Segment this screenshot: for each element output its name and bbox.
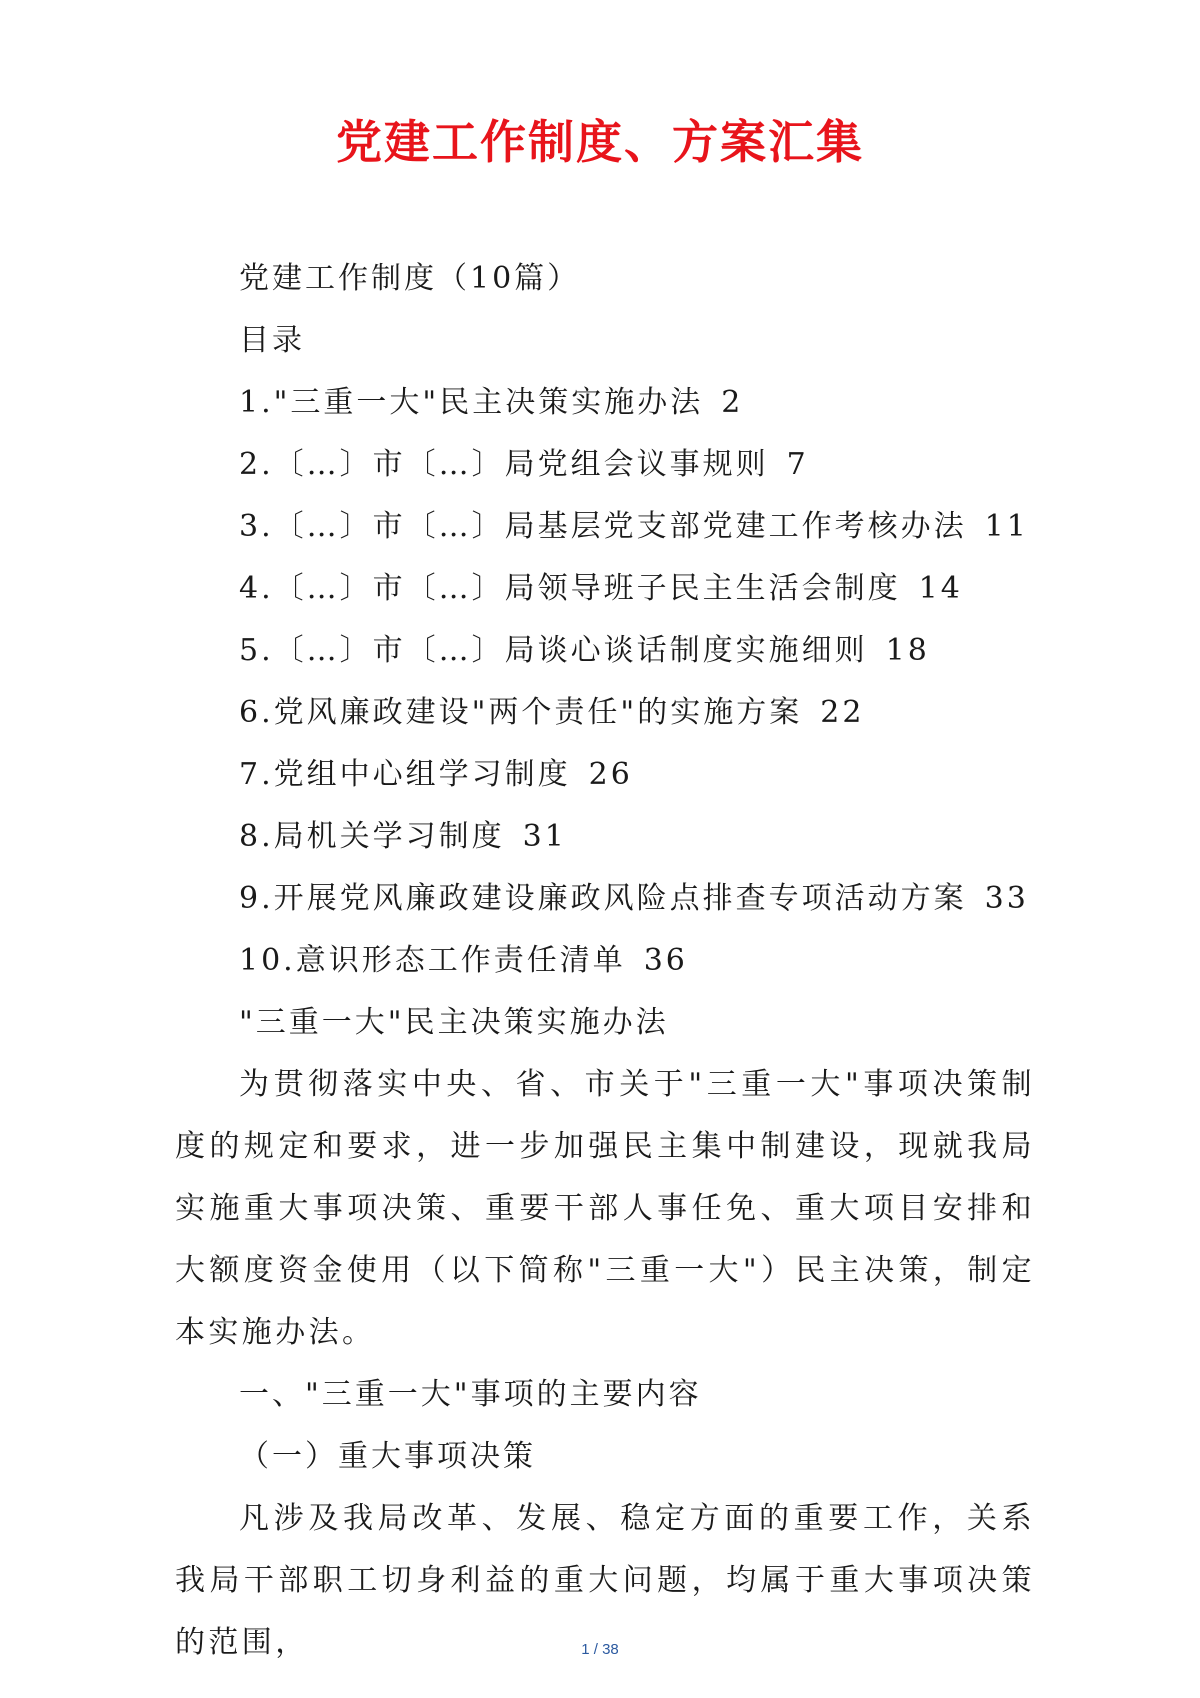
toc-item [175,372,1035,434]
toc-item [175,496,1035,558]
heading-level-1: 一、"三重一大"事项的主要内容 [239,1377,702,1412]
toc-item-page: 26 [588,757,633,792]
toc-item-text: 9.开展党风廉政建设廉政风险点排查专项活动方案 [239,881,967,916]
toc-item [175,682,1035,744]
toc-item-page: 2 [721,385,744,420]
body-paragraph: 凡涉及我局改革、发展、稳定方面的重要工作，关系我局干部职工切身利益的重大问题，均属于重大事项决策的范围， [175,1501,1035,1660]
toc-item-text: 2.〔…〕市〔…〕局党组会议事规则 [239,447,769,482]
toc-item-text: 6.党风廉政建设"两个责任"的实施方案 [239,695,803,730]
intro-paragraph: 为贯彻落实中央、省、市关于"三重一大"事项决策制度的规定和要求，进一步加强民主集中制建设，现就我局实施重大事项决策、重要干部人事任免、重大项目安排和大额度资金使用（以下简称"三重一大"）民主决策，制定本实施办法。 [175,1067,1035,1350]
document-body [175,248,1035,1674]
toc-heading: 目录 [239,323,305,358]
toc-item-page: 7 [786,447,809,482]
toc-item-page: 36 [643,943,688,978]
toc-item-page: 22 [820,695,865,730]
toc-item-page: 33 [984,881,1029,916]
toc-item [175,930,1035,992]
toc-item-text: 10.意识形态工作责任清单 [239,943,626,978]
toc-item [175,744,1035,806]
toc-item-page: 31 [522,819,567,854]
subtitle: 党建工作制度（10篇） [239,261,581,296]
section-title: "三重一大"民主决策实施办法 [239,1005,669,1040]
toc-item [175,868,1035,930]
toc-item-page: 18 [885,633,930,668]
toc-item-text: 3.〔…〕市〔…〕局基层党支部党建工作考核办法 [239,509,967,544]
toc-item-text: 5.〔…〕市〔…〕局谈心谈话制度实施细则 [239,633,868,668]
document-title: 党建工作制度、方案汇集 [336,115,864,169]
toc-item [175,620,1035,682]
toc-item-page: 14 [918,571,963,606]
toc-item-text: 7.党组中心组学习制度 [239,757,571,792]
toc-item [175,558,1035,620]
page-number: 1 / 38 [581,1641,619,1658]
toc-item [175,806,1035,868]
toc-item-text: 4.〔…〕市〔…〕局领导班子民主生活会制度 [239,571,901,606]
table-of-contents [175,372,1035,992]
toc-item-page: 11 [984,509,1029,544]
toc-item-text: 1."三重一大"民主决策实施办法 [239,385,704,420]
toc-item [175,434,1035,496]
heading-level-2: （一）重大事项决策 [239,1439,536,1474]
toc-item-text: 8.局机关学习制度 [239,819,505,854]
